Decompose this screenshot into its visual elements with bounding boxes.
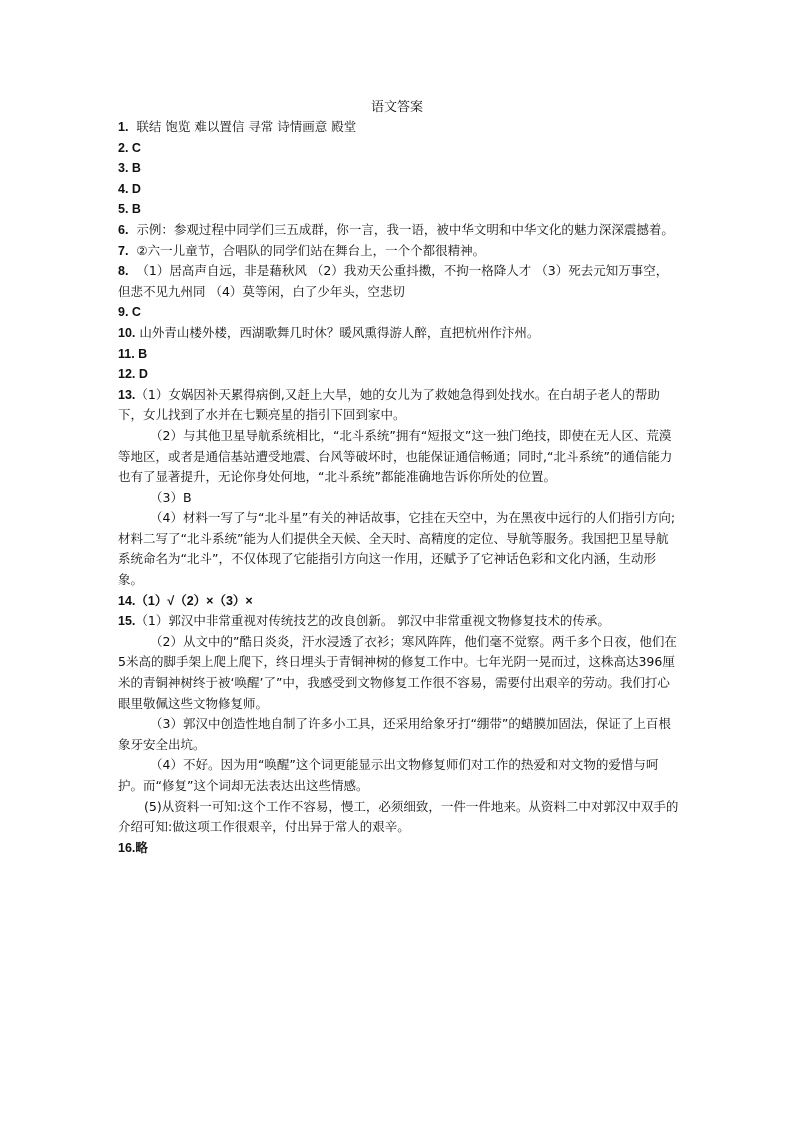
page-title: 语文答案 [370,100,423,115]
answer-6-number: 6. [118,222,129,237]
answer-9: 9. C [118,305,141,320]
answer-15-part-2: （2）从文中的”酷日炎炎，汗水浸透了衣衫；寒风阵阵，他们毫不觉察。两千多个日夜，他们在5米高的脚手架上爬上爬下，终日埋头于青铜神树的修复工作中。七年光阴一晃而过，这株高达396厘米的青铜神树终于被‘唤醒’了”中，我感受到文物修复工作很不容易，需要付出艰辛的劳动。我们打心眼里敬佩这些文物修复师。 [118,633,677,711]
answer-16: 16.略 [118,840,148,855]
answer-5: 5. B [118,202,141,217]
answer-3: 3. B [118,161,141,176]
answer-6-text: 示例：参观过程中同学们三五成群，你一言，我一语，被中华文明和中华文化的魅力深深震撼着。 [136,221,674,237]
answer-13-part-1 [118,385,680,426]
answer-13-number: 13. [118,387,136,402]
answer-1-text: 联结 饱览 难以置信 寻常 诗情画意 殿堂 [136,119,357,134]
answer-11: 11. B [118,346,148,361]
answer-13-part-4: （4）材料一写了与“北斗星”有关的神话故事，它挂在天空中，为在黑夜中远行的人们指引方向; 材料二写了“北斗系统”能为人们提供全天候、全天时、高精度的定位、导航等服务。我国把卫星导航系统命名为“北斗”，不仅体现了它能指引方向这一作用，还赋予了它神话色彩和文化内涵，生动形象。 [118,510,676,588]
answer-10 [118,323,680,344]
answer-list [118,117,680,858]
answer-7-number: 7. [118,243,129,258]
answer-8 [118,261,680,302]
answer-10-text: 山外青山楼外楼，西湖歌舞几时休？暖风熏得游人醉，直把杭州作汴州。 [139,324,540,340]
answer-10-number: 10. [118,325,136,340]
answer-1-number: 1. [118,120,129,134]
answer-4: 4. D [118,181,141,196]
answer-7-text: ②六一儿童节，合唱队的同学们站在舞台上，一个个都很精神。 [136,242,486,258]
answer-7 [118,241,680,262]
answer-8-text: （1）居高声自远，非是藉秋风 （2）我劝天公重抖擞，不拘一格降人才 （3）死去元知万事空，但悲不见九州同 （4）莫等闲，白了少年头，空悲切 [118,263,669,299]
answer-6 [118,220,680,241]
answer-15-part-5: (5)从资料一可知:这个工作不容易，慢工，必须细致，一件一件地来。从资料二中对郭汉中双手的介绍可知:做这项工作很艰辛，付出异于常人的艰辛。 [118,798,679,835]
answer-15-part-3: （3）郭汉中创造性地自制了许多小工具，还采用给象牙打“绷带”的蜡膜加固法，保证了上百根象牙安全出坑。 [118,716,671,752]
answer-15-part-1 [118,611,680,632]
answer-13-part-1-text: （1）女娲因补天累得病倒,又赶上大旱，她的女儿为了救她急得到处找水。在白胡子老人的帮助下，女儿找到了水并在七颗亮星的指引下回到家中。 [118,386,660,423]
answer-15-part-1-text: （1）郭汉中非常重视对传统技艺的改良创新。 郭汉中非常重视文物修复技术的传承。 [135,613,610,629]
answer-14: 14.（1）√（2）×（3）× [118,593,253,608]
answer-15-part-4: （4）不好。因为用“唤醒”这个词更能显示出文物修复师们对工作的热爱和对文物的爱惜与呵护。而“修复”这个词却无法表达出这些情感。 [118,757,659,793]
answer-8-number: 8. [118,264,129,279]
answer-1 [118,117,680,138]
answer-15-number: 15. [118,614,136,629]
answer-2: 2. C [118,140,141,155]
answer-13-part-3: （3）B [150,489,192,505]
answer-12: 12. D [118,367,148,382]
answer-13-part-2: （2）与其他卫星导航系统相比，“北斗系统”拥有“短报文”这一独门绝技，即使在无人区、荒漠等地区，或者是通信基站遭受地震、台风等破坏时，也能保证通信畅通；同时,“北斗系统”的通信能力也有了显著提升，无论你身处何地，“北斗系统”都能准确地告诉你所处的位置。 [118,427,673,485]
